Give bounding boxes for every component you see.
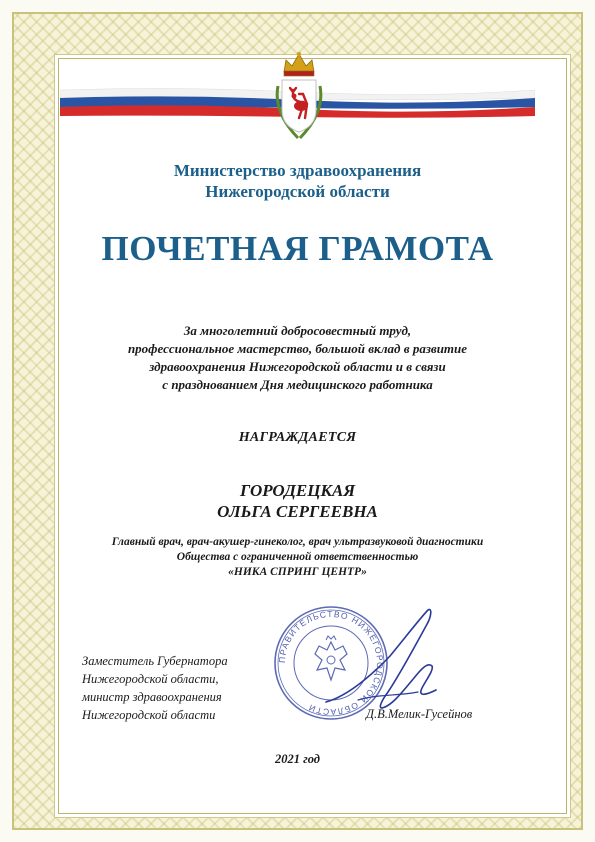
coat-of-arms-icon — [272, 50, 326, 142]
ministry-name-line: Министерство здравоохранения — [173, 161, 422, 180]
award-reason — [70, 322, 525, 394]
signatory-title — [82, 652, 302, 724]
signatory-name: Д.В.Мелик-Гусейнов — [366, 707, 473, 721]
position-line: Главный врач, врач-акушер-гинеколог, врач ультразвуковой диагностики — [111, 536, 484, 548]
stamp-text: ПРАВИТЕЛЬСТВО НИЖЕГОРОДСКОЙ ОБЛАСТИ — [276, 608, 386, 718]
award-reason-line: здравоохранения Нижегородской области и в связи — [149, 359, 446, 374]
organization-name: «НИКА СПРИНГ ЦЕНТР» — [228, 566, 367, 578]
recipient-name — [60, 480, 535, 522]
award-year: 2021 год — [274, 752, 321, 766]
ministry-name — [60, 160, 535, 202]
ministry-name-line: Нижегородской области — [205, 182, 390, 201]
award-reason-line: За многолетний добросовестный труд, — [183, 323, 412, 338]
recipient-given-name: ОЛЬГА СЕРГЕЕВНА — [217, 502, 378, 521]
signatory-title-line: Нижегородской области, — [82, 672, 219, 686]
signatory-title-line: министр здравоохранения — [82, 690, 222, 704]
award-reason-line: с празднованием Дня медицинского работника — [162, 377, 433, 392]
handwritten-signature — [318, 604, 448, 724]
award-reason-line: профессиональное мастерство, большой вклад в развитие — [127, 341, 468, 356]
signatory-title-line: Нижегородской области — [82, 708, 216, 722]
awarded-label: НАГРАЖДАЕТСЯ — [238, 430, 357, 445]
award-title: ПОЧЕТНАЯ ГРАМОТА — [101, 229, 494, 268]
position-line: Общества с ограниченной ответственностью — [176, 551, 419, 563]
recipient-surname: ГОРОДЕЦКАЯ — [239, 481, 356, 500]
recipient-position — [60, 535, 535, 580]
signatory-title-line: Заместитель Губернатора — [82, 654, 228, 668]
